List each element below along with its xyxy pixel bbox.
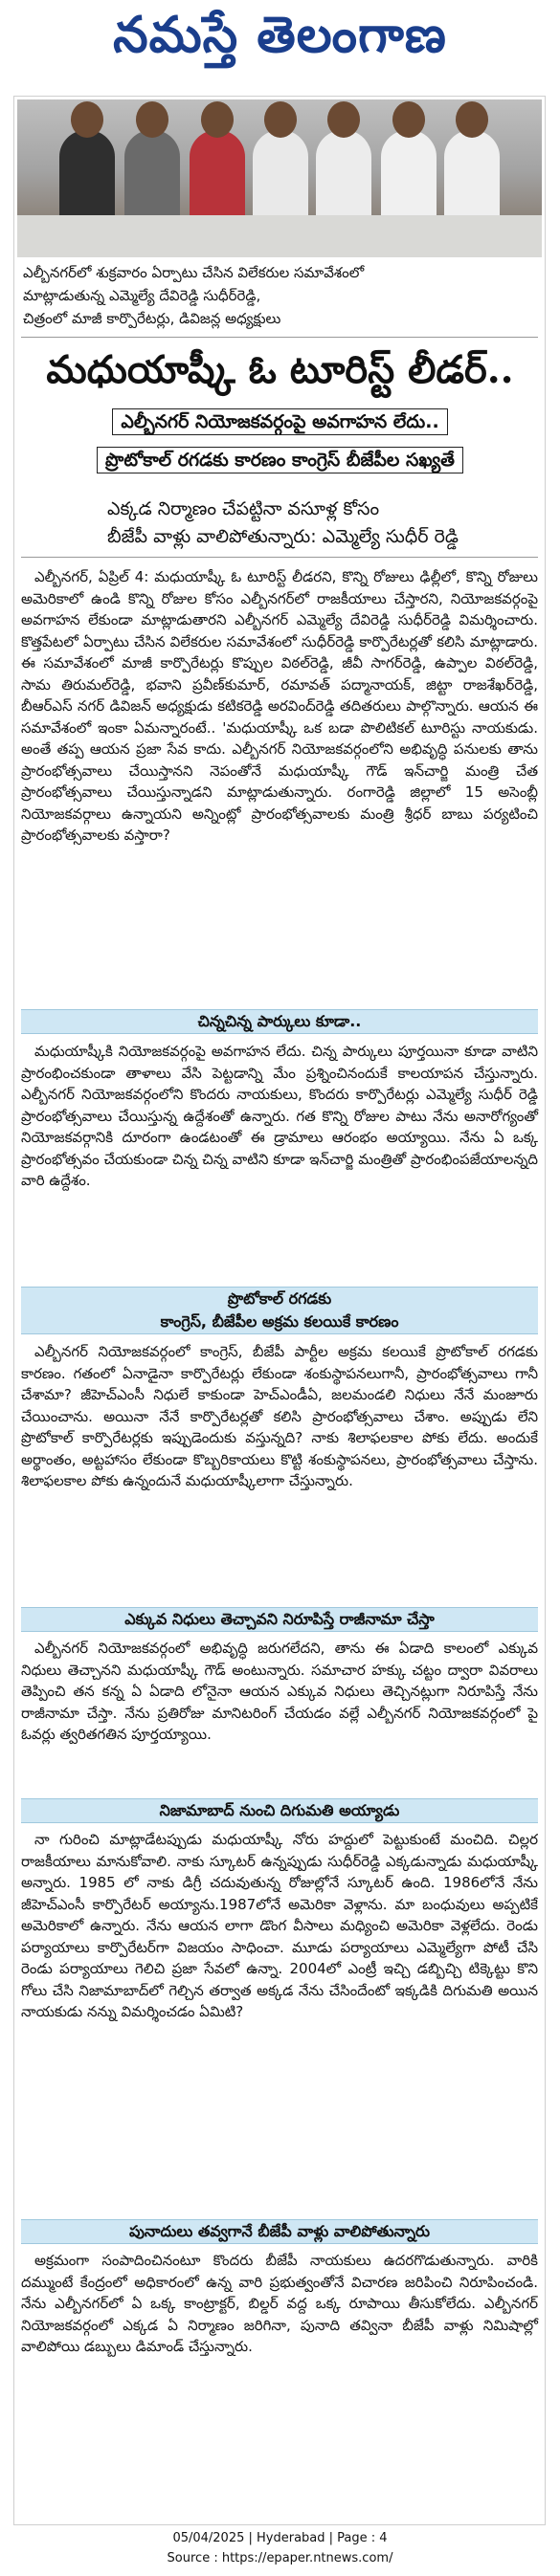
subhead-text: ఎల్బీనగర్ నియోజకవర్గంపై అవగాహన లేదు..	[112, 408, 447, 435]
section-heading-text: ఎక్కువ నిధులు తెచ్చావని నిరూపిస్తే రాజీనామా చేస్తా	[124, 1610, 435, 1628]
person-figure	[253, 130, 308, 221]
paragraph-text: ఎల్బీనగర్ నియోజకవర్గంలో కాంగ్రెస్, బీజేపీ పార్టీల అక్రమ కలయికే ప్రొటోకాల్ రగడకు కారణం. గతంలో ఏనాడైనా కార్పొరేటర్లు లేకుండా శంకుస్థాపనలుగానీ, ప్రారంభోత్సవాలు గానీ చేశామా? జీహెచ్ఎంసీ నిధులే కాకుండా హెచ్ఎండీఏ, జలమండలి నిధులు నేనే మంజూరు చేయించాను. అయినా నేనే కార్పొరేటర్లతో కలిసి ప్రారంభోత్సవాలు చేశాం. అప్పుడు లేని ప్రొటోకాల్ కార్పొరేటర్లకు ఇప్పుడెందుకు వస్తున్నది? నాకు శిలాఫలకాల పోకు లేదు. అందుకే అర్థాంతం, అట్టహాసం లేకుండా కొబ్బరికాయలు కొట్టి శంకుస్థాపనలు, ప్రారంభోత్సవాలు చేస్తాను. శిలాఫలకాల పోకు ఉన్నందునే మధుయాష్కీలాగా చేస్తున్నారు.	[21, 1343, 538, 1489]
person-head	[136, 101, 168, 138]
person-head	[392, 101, 425, 138]
section-heading-text: కాంగ్రెస్, బీజేపీల అక్రమ కలయికే కారణం	[160, 1312, 399, 1331]
section-heading-text: ప్రొటోకాల్ రగడకు	[227, 1289, 332, 1308]
footer-date-line: 05/04/2025 | Hyderabad | Page : 4	[172, 2531, 388, 2545]
person-head	[201, 101, 234, 138]
paragraph-text: మధుయాష్కీకి నియోజకవర్గంపై అవగాహన లేదు. చిన్న పార్కులు పూర్తయినా కూడా వాటిని ప్రారంభించకుండా తాళాలు వేసి పెట్టడాన్ని మేం ప్రశ్నించినందుకే కాలయాపన చేస్తున్నారు. ఎల్బీనగర్ నియోజకవర్గంలోని కొందరు నాయకులు, కొందరు కార్పొరేటర్లు ఎమ్మెల్యే సుధీర్ రెడ్డి ప్రారంభోత్సవాలు చేయిస్తున్న ఉద్దేశంతో ఉన్నారు. గత కొన్ని రోజుల పాటు నేను అనారోగ్యంతో నియోజకవర్గానికి దూరంగా ఉండటంతో ఈ డ్రామాలు ఆరంభం అయ్యాయి. నేను ఏ ఒక్క ప్రారంభోత్సవం చేయకుండా చిన్న చిన్న వాటిని కూడా ఇన్‌చార్జి మంత్రితో ప్రారంభింపజేయాలన్నది వారి ఉద్దేశం.	[21, 1043, 538, 1189]
person-head	[456, 101, 488, 138]
table-cloth	[17, 215, 542, 257]
article-paragraph	[21, 566, 538, 847]
subhead-text: ప్రొటోకాల్ రగడకు కారణం కాంగ్రెస్ బీజేపీల సఖ్యతే	[97, 447, 463, 473]
deck-line: బీజేపీ వాళ్లు వాలిపోతున్నారు: ఎమ్మెల్యే సుధీర్ రెడ్డి	[107, 526, 459, 547]
section-heading	[21, 1798, 538, 1823]
section-heading-text: నిజామాబాద్ నుంచి దిగుమతి అయ్యాడు	[159, 1801, 400, 1819]
paragraph-text: ఎల్బీనగర్, ఏప్రిల్ 4: మధుయాష్కీ ఓ టూరిస్ట్ లీడరని, కొన్ని రోజులు ఢిల్లీలో, కొన్ని రోజులు అమెరికాలో ఉండి కొన్ని రోజుల కోసం ఎల్బీనగర్‌లో రాజకీయాలు చేస్తారని, నియోజకవర్గంపై అవగాహన లేకుండా మాట్లాడుతారని ఎల్బీనగర్ ఎమ్మెల్యే దేవిరెడ్డి సుధీర్‌రెడ్డి విమర్శించారు. కొత్తపేటలో ఏర్పాటు చేసిన విలేకరుల సమావేశంలో సుధీర్‌రెడ్డి కార్పొరేటర్లతో కలిసి మాట్లాడారు. ఈ సమావేశంలో మాజీ కార్పొరేటర్లు కొప్పుల విఠల్‌రెడ్డి, జీవీ సాగర్‌రెడ్డి, ఉప్పాల విఠల్‌రెడ్డి, సామ తిరుమల్‌రెడ్డి, భవాని ప్రవీణ్‌కుమార్, రమావత్ పద్మానాయక్, జిట్టా రాజశేఖర్‌రెడ్డి, బీఆర్ఎస్ నగర్ డివిజన్ అధ్యక్షుడు కటికరెడ్డి అరవింద్‌రెడ్డి తదితరులు పాల్గొన్నారు. ఆయన ఈ సమావేశంలో ఇంకా ఏమన్నారంటే.. 'మధుయాష్కీ ఒక బడా పొలిటికల్ టూరిస్టు నాయకుడు. అంతే తప్ప ఆయన ప్రజా సేవ కాదు. ఎల్బీనగర్ నియోజకవర్గంలోని అభివృద్ధి పనులకు తాను ప్రారంభోత్సవాలు చేయిస్తానని నెపంతోనే మధుయాష్కీ గౌడ్ ఇన్‌చార్జి మంత్రి చేత ప్రారంభోత్సవాలు చేయిస్తున్నాడని మాట్లాడుతున్నారు. రంగారెడ్డి జిల్లాలో 15 అసెంబ్లీ నియోజకవర్గాలు ఉన్నాయని అన్నింట్లో ప్రారంభోత్సవాలకు మంత్రి శ్రీధర్ బాబు పర్యటించి ప్రారంభోత్సవాలకు వస్తారా?	[21, 568, 538, 844]
section-heading	[21, 1009, 538, 1034]
section-heading	[21, 2219, 538, 2244]
masthead-title: నమస్తే తెలంగాణ	[113, 6, 447, 64]
section-heading-text: పునాదులు తవ్వగానే బీజేపీ వాళ్లు వాలిపోతున్నారు	[128, 2222, 431, 2240]
person-head	[71, 101, 103, 138]
section-heading	[21, 1287, 538, 1334]
person-figure	[316, 130, 371, 221]
subhead	[0, 450, 560, 475]
divider	[21, 557, 538, 558]
paragraph-text: నా గురించి మాట్లాడేటప్పుడు మధుయాష్కీ నోరు హద్దులో పెట్టుకుంటే మంచిది. చిల్లర రాజకీయాలు మానుకోవాలి. నాకు స్కూటర్ ఉన్నప్పుడు సుధీర్‌రెడ్డి ఎక్కడున్నాడు మధుయాష్కీ అన్నారు. 1985 లో నాకు డిగ్రీ చదువుతున్న రోజుల్లోనే స్కూటర్ ఉంది. 1986లోనే నేను జీహెచ్ఎంసీ కార్పొరేటర్ అయ్యాను.1987లోనే అమెరికా వెళ్లాను. మా బంధువులు అప్పటికే అమెరికాలో ఉన్నారు. నేను ఆయన లాగా డొంగ వీసాలు మధ్యించి అమెరికా వెళ్లలేదు. రెండు పర్యాయాలు కార్పొరేటర్‌గా విజయం సాధించా. మూడు పర్యాయాలు ఎమ్మెల్యేగా పోటీ చేసి రెండు పర్యాయాలు గెలిచి ప్రజా సేవలో ఉన్నా. 2004లో ఎంట్రీ ఇచ్చి డబ్బిచ్చి టిక్కెట్టు కొని గోలు చేసి నిజామాబాద్‌లో గెల్చిన తర్వాత అక్కడ నేను చేసిందేంటో ఇక్కడికి దిగుమతి అయిన నాయకుడు నన్ను విమర్శించడం ఏమిటి?	[21, 1831, 538, 2020]
person-figure	[59, 130, 115, 221]
deck-line: ఎక్కడ నిర్మాణం చేపట్టినా వసూళ్ల కోసం	[107, 498, 380, 519]
article-paragraph	[21, 1638, 538, 1746]
section-heading	[21, 1607, 538, 1632]
article-paragraph	[21, 1341, 538, 1492]
paragraph-text: ఎల్బీనగర్ నియోజకవర్గంలో అభివృద్ధి జరుగలేదని, తాను ఈ ఏడాది కాలంలో ఎక్కువ నిధులు తెచ్చానని మధుయాష్కీ గౌడ్ అంటున్నారు. సమాచార హక్కు చట్టం ద్వారా వివరాలు తెప్పించి తన కన్న ఏ ఏడాది లోనైనా ఆయన ఎక్కువ నిధులు తెచ్చినట్లుగా నిరూపిస్తే నేను రాజీనామా చేస్తా. నేను ప్రతిరోజు మానిటరింగ్ చేయడం వల్లే ఎల్బీనగర్ నియోజకవర్గంలో పై ఓవర్లు త్వరితగతిన పూర్తయ్యాయి.	[21, 1640, 538, 1743]
caption-line: ఎల్బీనగర్‌లో శుక్రవారం ఏర్పాటు చేసిన విలేకరుల సమావేశంలో	[23, 264, 365, 281]
caption-line: చిత్రంలో మాజీ కార్పొరేటర్లు, డివిజన్ల అధ్యక్షులు	[23, 310, 281, 327]
masthead	[0, 0, 560, 82]
person-head	[327, 101, 360, 138]
paragraph-text: అక్రమంగా సంపాదించినంటూ కొందరు బీజేపీ నాయకులు ఉదరగొడుతున్నారు. వారికి దమ్ముంటే కేంద్రంలో అధికారంలో ఉన్న వారి ప్రభుత్వంతోనే విచారణ జరిపించి నిరూపించండి. నేను ఎల్బీనగర్‌లో ఏ ఒక్క కాంట్రాక్టర్, బిల్డర్ వద్ద ఒక్క రూపాయి తీసుకోలేదు. ఎల్బీనగర్ నియోజకవర్గంలో ఎక్కడ ఏ నిర్మాణం జరిగినా, పునాది తవ్వినా బీజేపీ వాళ్లు నిమిషాల్లో వాలిపోయి డబ్బులు డిమాండ్ చేస్తున్నారు.	[21, 2252, 538, 2355]
photo-caption	[23, 261, 536, 330]
article-photo	[17, 99, 542, 257]
subhead	[0, 411, 560, 437]
caption-line: మాట్లాడుతున్న ఎమ్మెల్యే దేవిరెడ్డి సుధీర్‌రెడ్డి,	[23, 287, 261, 304]
headline: మధుయాష్కీ ఓ టూరిస్ట్ లీడర్..	[46, 346, 514, 392]
person-figure	[124, 130, 180, 221]
person-figure	[444, 130, 500, 221]
person-figure	[190, 130, 245, 221]
person-figure	[381, 130, 437, 221]
article-paragraph	[21, 1829, 538, 2023]
footer-source-link[interactable]: Source : https://epaper.ntnews.com/	[167, 2551, 393, 2565]
article-paragraph	[21, 2250, 538, 2358]
deck	[107, 495, 459, 551]
divider	[21, 337, 538, 338]
section-heading-text: చిన్నచిన్న పార్కులు కూడా..	[197, 1012, 362, 1030]
epaper-footer	[0, 2528, 560, 2568]
person-head	[264, 101, 297, 138]
article-paragraph	[21, 1041, 538, 1192]
